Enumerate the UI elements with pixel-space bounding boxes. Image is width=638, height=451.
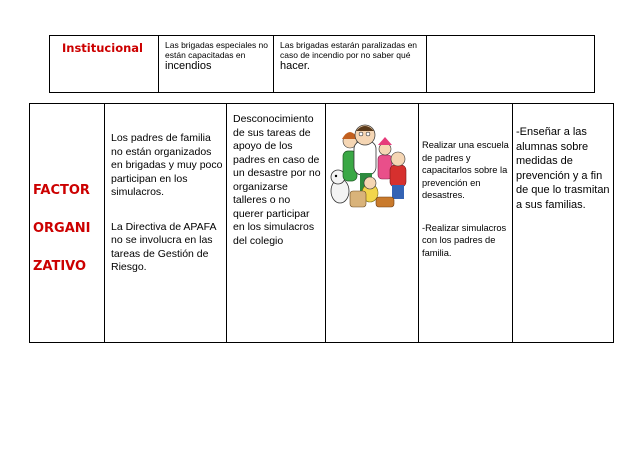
brigadas-effect-cell xyxy=(274,36,427,93)
brigadas-effect-line2: caso de incendio por no saber qué xyxy=(280,50,411,60)
cause-cell xyxy=(227,104,326,343)
factor-organizativo-label xyxy=(30,104,104,276)
brigadas-problem-cell xyxy=(159,36,274,93)
institucional-cell xyxy=(50,36,159,93)
problem-cell xyxy=(105,104,227,343)
brigadas-problem-line2: están capacitadas en xyxy=(165,50,246,60)
top-table xyxy=(49,35,595,93)
problem-text xyxy=(105,104,226,275)
main-table xyxy=(29,103,614,343)
brigadas-problem-text xyxy=(159,36,273,73)
institucional-label: Institucional xyxy=(62,41,143,55)
cause-text: Desconocimiento de sus tareas de apoyo de los padres en caso de un desastre por no organizarse talleres o no querer participar en los simulacros del colegio xyxy=(233,113,321,247)
proposal-text: -Enseñar a las alumnas sobre medidas de prevención y a fin de que lo trasmitan a sus familias. xyxy=(516,126,610,211)
action-text xyxy=(419,104,512,259)
brigadas-problem-line1: Las brigadas especiales no xyxy=(165,40,269,50)
problem-paragraph-1: Los padres de familia no están organizados en brigadas y muy poco participan en los simulacros. xyxy=(111,132,223,198)
factor-line-2: ORGANI xyxy=(33,221,91,236)
brigadas-problem-line3: incendios xyxy=(165,60,212,72)
brigadas-effect-text xyxy=(274,36,426,73)
image-cell xyxy=(326,104,419,343)
cartoon-family-icon xyxy=(330,121,414,213)
factor-line-3: ZATIVO xyxy=(33,259,87,274)
factor-line-1: FACTOR xyxy=(33,183,90,198)
factor-cell xyxy=(30,104,105,343)
action-cell xyxy=(419,104,513,343)
action-paragraph-2: -Realizar simulacros con los padres de familia. xyxy=(422,222,507,258)
brigadas-effect-line1: Las brigadas estarán paralizadas en xyxy=(280,40,418,50)
empty-cell xyxy=(427,36,595,93)
action-paragraph-1: Realizar una escuela de padres y capacitarlos sobre la prevención en desastres. xyxy=(422,140,509,200)
brigadas-effect-line3: hacer. xyxy=(280,60,310,72)
problem-paragraph-2: La Directiva de APAFA no se involucra en las tareas de Gestión de Riesgo. xyxy=(111,220,216,273)
proposal-cell xyxy=(513,104,614,343)
